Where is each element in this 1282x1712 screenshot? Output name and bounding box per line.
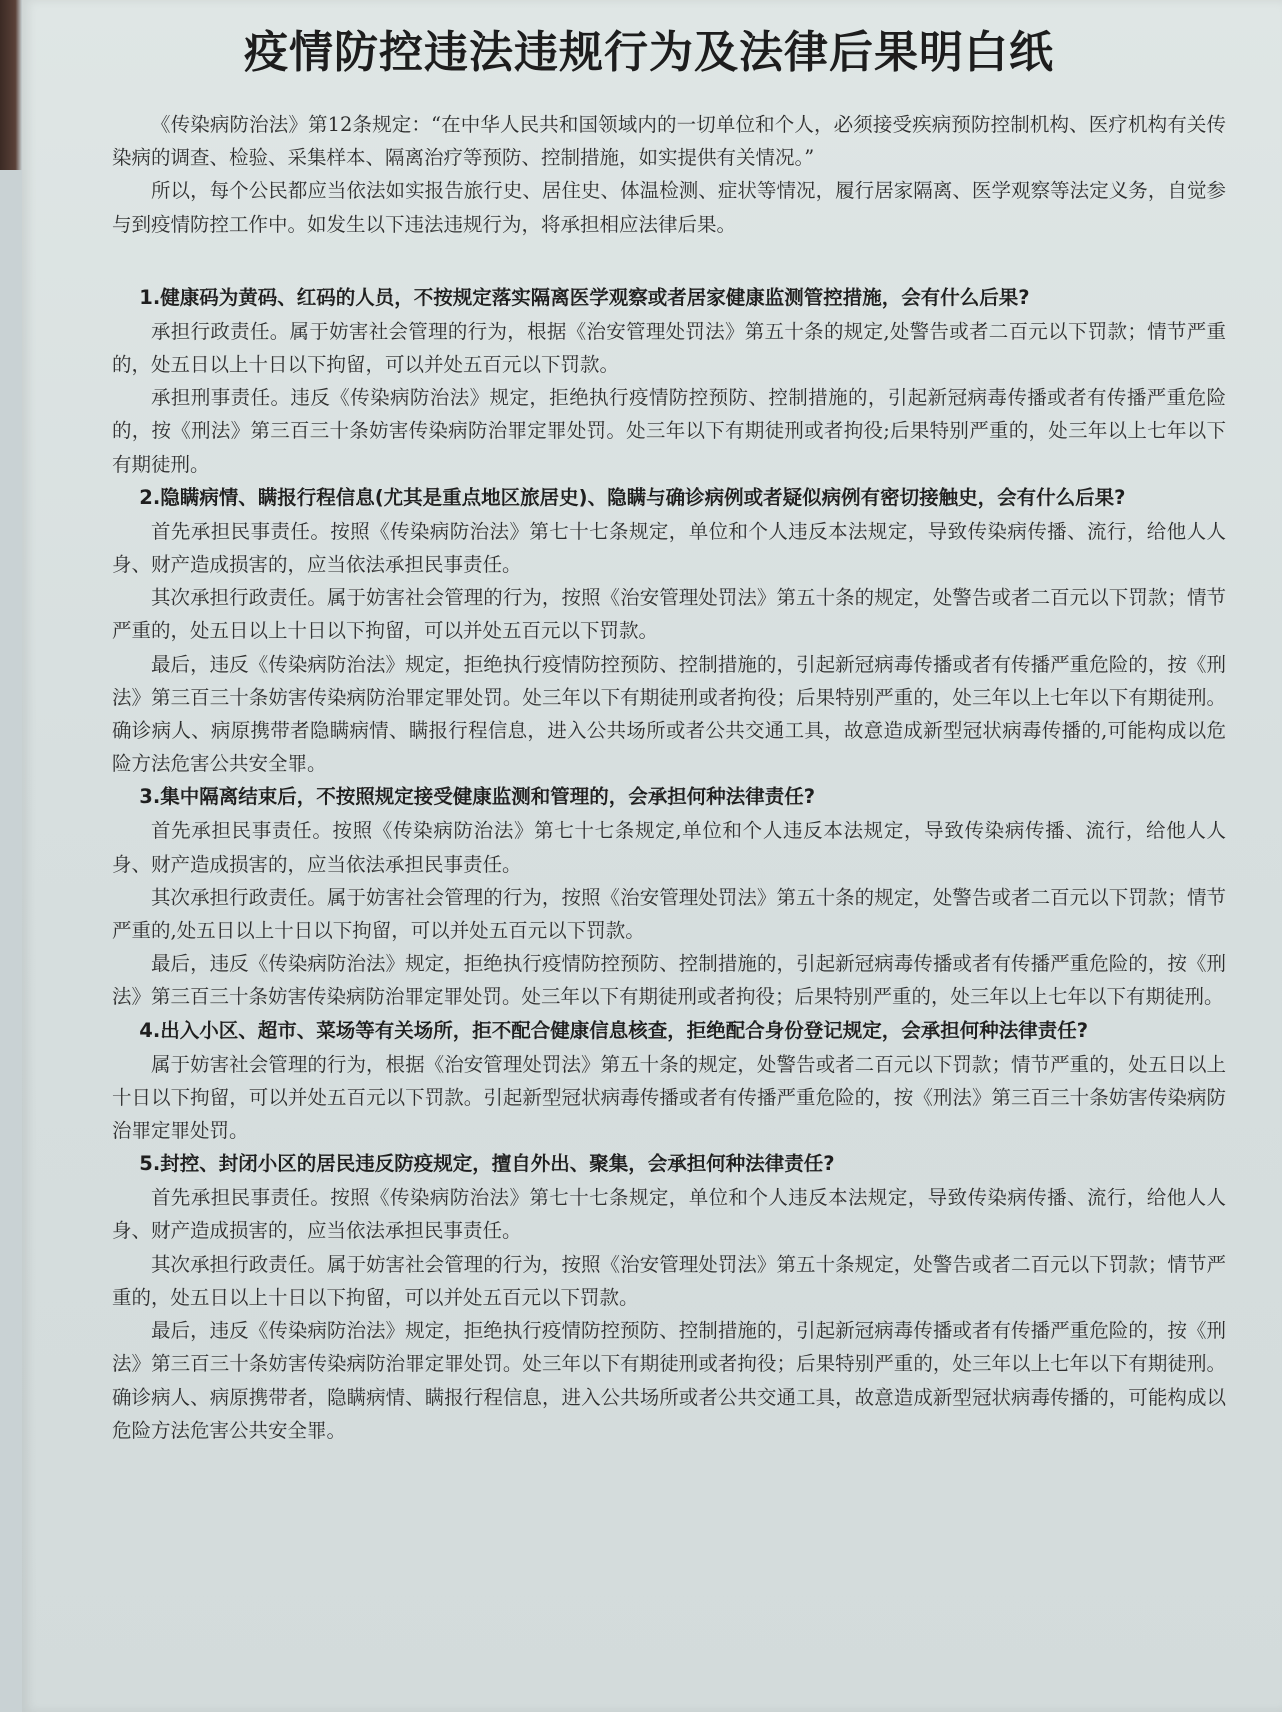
section-heading: 4.出入小区、超市、菜场等有关场所，拒不配合健康信息核查，拒绝配合身份登记规定，会承担何种法律责任? <box>139 1018 1089 1042</box>
section-1 <box>112 281 1226 481</box>
spacer <box>112 241 1226 281</box>
intro-block <box>112 108 1226 241</box>
section-paragraph: 其次承担行政责任。属于妨害社会管理的行为，按照《治安管理处罚法》第五十条的规定，处警告或者二百元以下罚款；情节严重的，处五日以上十日以下拘留，可以并处五百元以下罚款。 <box>112 586 1226 643</box>
section-2 <box>112 481 1226 781</box>
section-4 <box>112 1014 1226 1148</box>
section-paragraph: 最后，违反《传染病防治法》规定，拒绝执行疫情防控预防、控制措施的，引起新冠病毒传播或者有传播严重危险的，按《刑法》第三百三十条妨害传染病防治罪定罪处罚。处三年以下有期徒刑或者拘役；后果特别严重的，处三年以上七年以下有期徒刑。 <box>112 952 1226 1009</box>
section-heading: 3.集中隔离结束后，不按照规定接受健康监测和管理的，会承担何种法律责任? <box>139 785 816 809</box>
section-paragraph: 其次承担行政责任。属于妨害社会管理的行为，按照《治安管理处罚法》第五十条规定，处警告或者二百元以下罚款；情节严重的，处五日以上十日以下拘留，可以并处五百元以下罚款。 <box>112 1252 1226 1309</box>
section-paragraph: 承担刑事责任。违反《传染病防治法》规定，拒绝执行疫情防控预防、控制措施的，引起新冠病毒传播或者有传播严重危险的，按《刑法》第三百三十条妨害传染病防治罪定罪处罚。处三年以下有期徒刑或者拘役;后果特别严重的，处三年以上七年以下有期徒刑。 <box>112 386 1226 476</box>
section-paragraph: 承担行政责任。属于妨害社会管理的行为，根据《治安管理处罚法》第五十条的规定,处警告或者二百元以下罚款；情节严重的，处五日以上十日以下拘留，可以并处五百元以下罚款。 <box>112 319 1226 377</box>
section-paragraph: 最后，违反《传染病防治法》规定，拒绝执行疫情防控预防、控制措施的，引起新冠病毒传播或者有传播严重危险的，按《刑法》第三百三十条妨害传染病防治罪定罪处罚。处三年以下有期徒刑或者拘役；后果特别严重的，处三年以上七年以下有期徒刑。确诊病人、病原携带者，隐瞒病情、瞒报行程信息，进入公共场所或者公共交通工具，故意造成新型冠状病毒传播的，可能构成以危险方法危害公共安全罪。 <box>112 1319 1226 1442</box>
section-heading: 2.隐瞒病情、瞒报行程信息(尤其是重点地区旅居史)、隐瞒与确诊病例或者疑似病例有密切接触史，会有什么后果? <box>139 485 1126 509</box>
section-paragraph: 首先承担民事责任。按照《传染病防治法》第七十七条规定,单位和个人违反本法规定，导致传染病传播、流行，给他人人身、财产造成损害的，应当依法承担民事责任。 <box>112 819 1226 876</box>
section-paragraph: 首先承担民事责任。按照《传染病防治法》第七十七条规定，单位和个人违反本法规定，导致传染病传播、流行，给他人人身、财产造成损害的，应当依法承担民事责任。 <box>112 1186 1226 1243</box>
intro-paragraph: 所以，每个公民都应当依法如实报告旅行史、居住史、体温检测、症状等情况，履行居家隔离、医学观察等法定义务，自觉参与到疫情防控工作中。如发生以下违法违规行为，将承担相应法律后果。 <box>112 179 1226 236</box>
document-title: 疫情防控违法违规行为及法律后果明白纸 <box>244 27 1054 78</box>
section-paragraph: 属于妨害社会管理的行为，根据《治安管理处罚法》第五十条的规定，处警告或者二百元以下罚款；情节严重的，处五日以上十日以下拘留，可以并处五百元以下罚款。引起新型冠状病毒传播或者有传播严重危险的，按《刑法》第三百三十条妨害传染病防治罪定罪处罚。 <box>112 1052 1226 1143</box>
intro-paragraph: 《传染病防治法》第12条规定：“在中华人民共和国领域内的一切单位和个人，必须接受疾病预防控制机构、医疗机构有关传染病的调查、检验、采集样本、隔离治疗等预防、控制措施，如实提供有关情况。” <box>112 113 1226 170</box>
section-3 <box>112 780 1226 1013</box>
section-paragraph: 首先承担民事责任。按照《传染病防治法》第七十七条规定，单位和个人违反本法规定，导致传染病传播、流行，给他人人身、财产造成损害的，应当依法承担民事责任。 <box>112 519 1226 577</box>
section-heading: 1.健康码为黄码、红码的人员，不按规定落实隔离医学观察或者居家健康监测管控措施，会有什么后果? <box>139 285 1030 309</box>
section-paragraph: 其次承担行政责任。属于妨害社会管理的行为，按照《治安管理处罚法》第五十条的规定，处警告或者二百元以下罚款；情节严重的,处五日以上十日以下拘留，可以并处五百元以下罚款。 <box>112 885 1226 943</box>
desk-edge <box>0 0 22 170</box>
section-heading: 5.封控、封闭小区的居民违反防疫规定，擅自外出、聚集，会承担何种法律责任? <box>139 1152 835 1176</box>
section-paragraph: 最后，违反《传染病防治法》规定，拒绝执行疫情防控预防、控制措施的，引起新冠病毒传播或者有传播严重危险的，按《刑法》第三百三十条妨害传染病防治罪定罪处罚。处三年以下有期徒刑或者拘役；后果特别严重的，处三年以上七年以下有期徒刑。确诊病人、病原携带者隐瞒病情、瞒报行程信息，进入公共场所或者公共交通工具，故意造成新型冠状病毒传播的,可能构成以危险方法危害公共安全罪。 <box>112 652 1226 776</box>
section-5 <box>112 1147 1226 1447</box>
notice-sheet <box>22 0 1282 1712</box>
